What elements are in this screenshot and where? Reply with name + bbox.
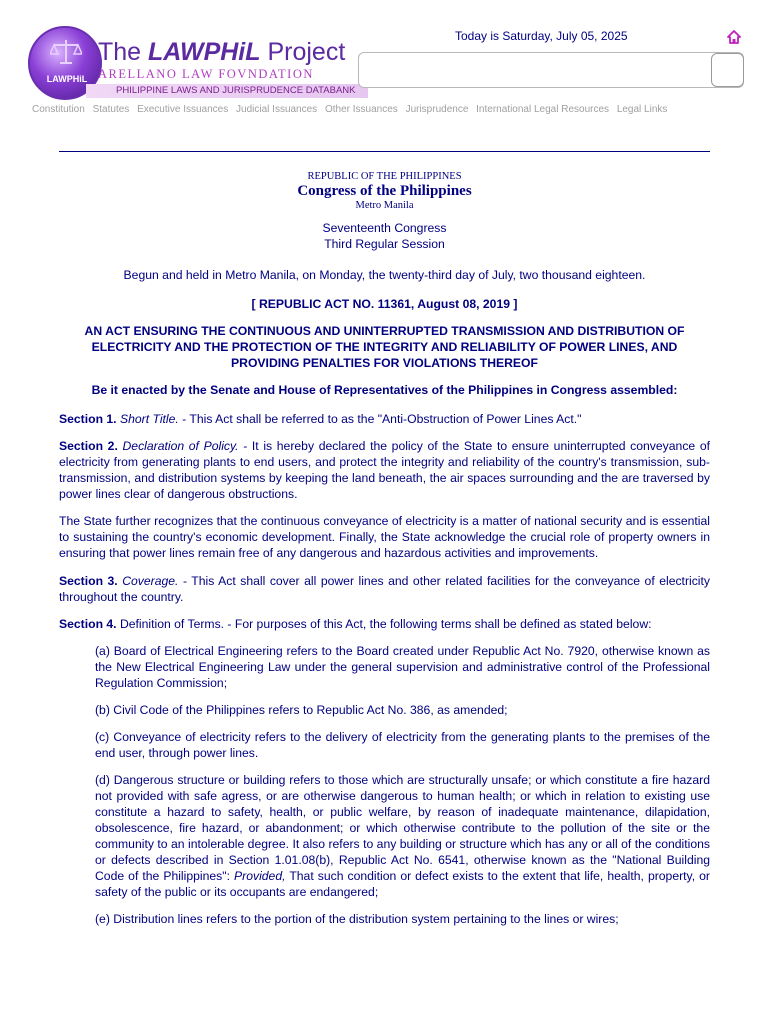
section-4-text: Definition of Terms. - For purposes of this Act, the following terms shall be defined as stated below: — [116, 617, 652, 631]
section-2-paragraph-2: The State further recognizes that the continuous conveyance of electricity is a matter of national security and is essential to sustaining the country's economic development. Finally, the State acknowledge the crucial role of property owners in ensuring that power lines remain free of any dangerous and hazardous activities and improvements. — [59, 514, 710, 560]
section-2-title: Declaration of Policy. — [122, 439, 239, 453]
nav-executive-issuances[interactable]: Executive Issuances — [137, 104, 229, 115]
header-divider — [59, 151, 710, 152]
section-3-label: Section 3. — [59, 574, 118, 588]
session-name: Third Regular Session — [324, 237, 445, 251]
site-tagline-bar — [86, 84, 368, 98]
act-number: [ REPUBLIC ACT NO. 11361, August 08, 2019 ] — [251, 297, 518, 311]
definition-b: (b) Civil Code of the Philippines refers to Republic Act No. 386, as amended; — [95, 703, 508, 717]
search-input[interactable] — [358, 52, 744, 88]
site-title-brand: LAWPHiL — [148, 38, 261, 66]
section-3 — [59, 573, 710, 605]
city-heading: Metro Manila — [355, 200, 414, 211]
nav-international-legal-resources[interactable]: International Legal Resources — [476, 104, 610, 115]
law-document — [59, 170, 710, 927]
nav-statutes[interactable]: Statutes — [92, 104, 130, 115]
section-3-text: - This Act shall cover all power lines and other related facilities for the conveyance of electricity throughout the country. — [59, 574, 710, 604]
home-icon[interactable] — [727, 30, 741, 44]
definition-d — [95, 772, 710, 900]
congress-number: Seventeenth Congress — [322, 221, 447, 235]
section-2-label: Section 2. — [59, 439, 118, 453]
scales-of-justice-icon — [50, 38, 82, 66]
nav-constitution[interactable]: Constitution — [32, 104, 85, 115]
section-2 — [59, 438, 710, 502]
section-2-text: - It is hereby declared the policy of the State to ensure uninterrupted conveyance of electricity from generating plants to end users, and protect the integrity and reliability of the country's transmission, sub-transmission, and distribution systems by keeping the land beneath, the air spaces surrounding and the are traversed by power lines clear of dangerous obstructions. — [59, 439, 711, 501]
begun-statement: Begun and held in Metro Manila, on Monday, the twenty-third day of July, two thousand eighteen. — [123, 268, 646, 282]
site-tagline: PHILIPPINE LAWS AND JURISPRUDENCE DATABANK — [116, 85, 356, 96]
today-date: Today is Saturday, July 05, 2025 — [455, 29, 628, 43]
section-3-title: Coverage. — [122, 574, 179, 588]
site-logo[interactable] — [26, 24, 356, 102]
search-button[interactable] — [711, 53, 744, 87]
site-title-post: Project — [260, 38, 346, 66]
act-title: AN ACT ENSURING THE CONTINUOUS AND UNINTERRUPTED TRANSMISSION AND DISTRIBUTION OF ELECTRICITY AND THE PROTECTION OF THE INTEGRITY AND RELIABILITY OF POWER LINES, AND PROVIDING PENALTIES FOR VIOLATIONS THEREOF — [84, 324, 685, 370]
definition-d-text-2: That such condition or defect exists to the extent that life, health, property, or safety of the public or its occupants are endangered; — [95, 869, 710, 899]
section-4 — [59, 616, 710, 632]
site-title — [98, 38, 345, 67]
nav-other-issuances[interactable]: Other Issuances — [324, 104, 398, 115]
republic-heading: REPUBLIC OF THE PHILIPPINES — [307, 171, 462, 182]
site-title-pre: The — [98, 38, 149, 66]
congress-heading: Congress of the Philippines — [297, 183, 472, 199]
nav-jurisprudence[interactable]: Jurisprudence — [405, 104, 469, 115]
main-nav — [32, 104, 672, 115]
definition-c: (c) Conveyance of electricity refers to the delivery of electricity from the generating plants to the premises of the end user, through power lines. — [95, 730, 710, 760]
definition-e: (e) Distribution lines refers to the portion of the distribution system pertaining to the lines or wires; — [95, 912, 619, 926]
section-1-text: - This Act shall be referred to as the "Anti-Obstruction of Power Lines Act." — [178, 412, 582, 426]
section-1-label: Section 1. — [59, 412, 117, 426]
section-1 — [59, 411, 710, 427]
section-4-label: Section 4. — [59, 617, 117, 631]
definition-d-provided: Provided, — [234, 869, 286, 883]
enacting-clause: Be it enacted by the Senate and House of Representatives of the Philippines in Congress assembled: — [91, 383, 678, 397]
nav-legal-links[interactable]: Legal Links — [616, 104, 668, 115]
definition-d-text: (d) Dangerous structure or building refers to those which are structurally unsafe; or which constitute a fire hazard not provided with safe agress, or are otherwise dangerous to human health; or which in relation to existing use constitute a hazard to safety, health, or public welfare, by reason of inadequate maintenance, dilapidation, obsolescence, fire hazard, or abandonment; or which otherwise contribute to the pollution of the site or the community to an intolerable degree. It also refers to any building or structure which has any or all of the conditions or defects described in Section 1.01.08(b), Republic Act No. 6541, otherwise known as the "National Building Code of the Philippines": — [95, 773, 710, 883]
section-1-title: Short Title. — [119, 412, 179, 426]
definition-a: (a) Board of Electrical Engineering refers to the Board created under Republic Act No. 7920, otherwise known as the New Electrical Engineering Law under the general supervision and administrative control of the Professional Regulation Commission; — [95, 644, 710, 690]
site-subtitle: ARELLANO LAW FOVNDATION — [98, 67, 314, 81]
nav-judicial-issuances[interactable]: Judicial Issuances — [236, 104, 318, 115]
logo-circle-text: LAWPHiL — [46, 74, 88, 84]
